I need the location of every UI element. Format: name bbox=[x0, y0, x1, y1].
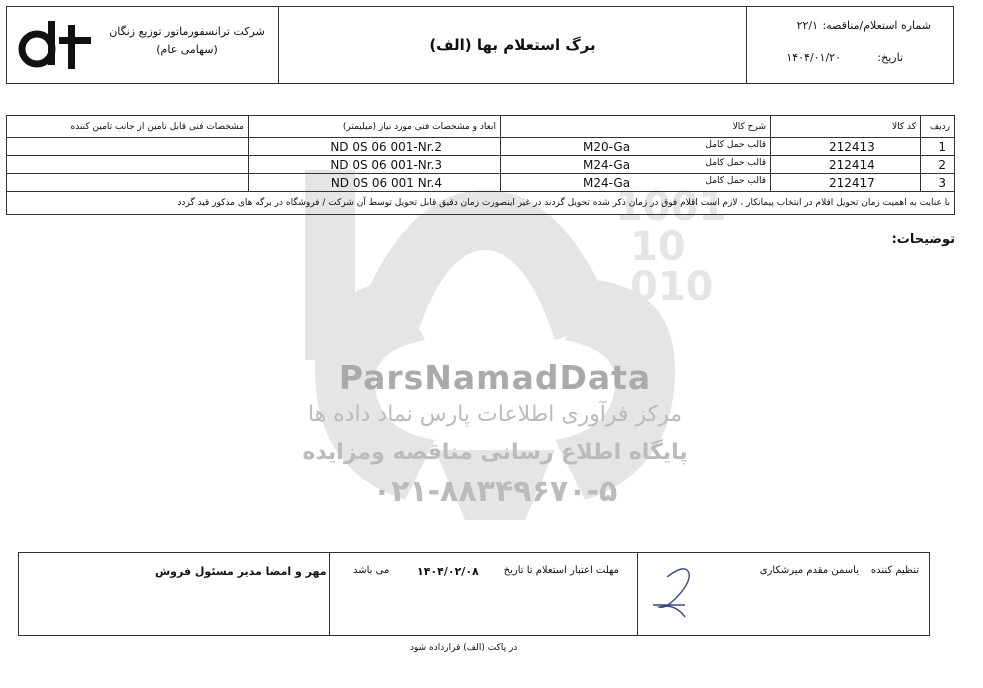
column-header: ابعاد و مشخصات فنی مورد نیاز (میلیمتر) bbox=[249, 116, 501, 138]
supplier-spec bbox=[7, 174, 249, 192]
document-header bbox=[6, 6, 954, 84]
footer-divider bbox=[637, 553, 638, 635]
table-header-row bbox=[7, 116, 955, 138]
supplier-spec bbox=[7, 156, 249, 174]
prepared-by-name: یاسمن مقدم میرشکاری bbox=[759, 565, 859, 576]
watermark-brand: ParsNamadData bbox=[338, 358, 652, 397]
svg-text:10: 10 bbox=[630, 224, 686, 270]
dt-logo-icon bbox=[17, 17, 95, 73]
item-code: 212417 bbox=[771, 174, 921, 192]
item-model: M24-Ga bbox=[583, 175, 631, 190]
item-spec: ND 0S 06 001-Nr.3 bbox=[249, 156, 501, 174]
footer-box bbox=[18, 552, 930, 636]
watermark-phone: ۰۲۱-۸۸۳۴۹۶۷۰-۵ bbox=[372, 474, 618, 509]
table-row bbox=[7, 174, 955, 192]
item-desc-text: قالب حمل کامل bbox=[705, 175, 766, 186]
item-model: M24-Ga bbox=[583, 157, 631, 172]
item-model: M20-Ga bbox=[583, 139, 631, 154]
supplier-spec bbox=[7, 138, 249, 156]
bottom-note: در پاکت (الف) قرارداده شود bbox=[410, 643, 518, 653]
table-row bbox=[7, 138, 955, 156]
signature-image bbox=[645, 559, 705, 629]
validity-suffix: می باشد bbox=[353, 565, 390, 576]
table-row bbox=[7, 156, 955, 174]
inquiry-meta bbox=[746, 7, 953, 83]
item-spec: ND 0S 06 001-Nr.2 bbox=[249, 138, 501, 156]
item-code: 212414 bbox=[771, 156, 921, 174]
table-note-row bbox=[7, 192, 955, 215]
items-table bbox=[6, 115, 955, 215]
row-index: 3 bbox=[921, 174, 955, 192]
date-label: تاریخ: bbox=[877, 51, 903, 64]
seal-label: مهر و امضا مدیر مسئول فروش bbox=[155, 565, 327, 578]
item-desc-text: قالب حمل کامل bbox=[705, 139, 766, 150]
validity-date: ۱۴۰۴/۰۲/۰۸ bbox=[417, 565, 479, 578]
column-header: کد کالا bbox=[771, 116, 921, 138]
column-header: شرح کالا bbox=[501, 116, 771, 138]
svg-text:010: 010 bbox=[630, 264, 714, 310]
watermark-line1: مرکز فرآوری اطلاعات پارس نماد داده ها bbox=[307, 402, 683, 427]
company-line2: (سهامی عام) bbox=[156, 43, 218, 56]
explanations-label: توضیحات: bbox=[891, 232, 955, 247]
row-index: 2 bbox=[921, 156, 955, 174]
company-block bbox=[7, 7, 279, 83]
column-header: مشخصات فنی قابل تامین از جانب تامین کننده bbox=[7, 116, 249, 138]
inquiry-number: ۲۲/۱ bbox=[796, 19, 818, 32]
delivery-note: با عنایت به اهمیت زمان تحویل اقلام در انتخاب پیمانکار ، لازم است اقلام فوق در زمان ذکر شده تحویل گردند در غیر اینصورت زمان دقیق قابل تحویل توسط آن شرکت / فروشگاه در برگه های مذکور قید گردد bbox=[7, 192, 955, 215]
item-description bbox=[501, 156, 771, 174]
inquiry-label: شماره استعلام/مناقصه: bbox=[822, 19, 931, 32]
item-spec: ND 0S 06 001 Nr.4 bbox=[249, 174, 501, 192]
item-desc-text: قالب حمل کامل bbox=[705, 157, 766, 168]
svg-text:1001: 1001 bbox=[615, 184, 727, 230]
date-value: ۱۴۰۴/۰۱/۲۰ bbox=[786, 51, 841, 64]
watermark-line2: پایگاه اطلاع رسانی مناقصه ومزایده bbox=[302, 440, 688, 465]
prepared-by-label: تنظیم کننده bbox=[870, 565, 919, 576]
item-description bbox=[501, 174, 771, 192]
column-header: ردیف bbox=[921, 116, 955, 138]
company-line1: شرکت ترانسفورماتور توزیع زنگان bbox=[109, 25, 265, 38]
item-code: 212413 bbox=[771, 138, 921, 156]
item-description bbox=[501, 138, 771, 156]
page-title: برگ استعلام بها (الف) bbox=[429, 36, 596, 54]
validity-label: مهلت اعتبار استعلام تا تاریخ bbox=[503, 565, 619, 576]
company-name bbox=[107, 23, 267, 59]
footer-divider bbox=[329, 553, 330, 635]
row-index: 1 bbox=[921, 138, 955, 156]
